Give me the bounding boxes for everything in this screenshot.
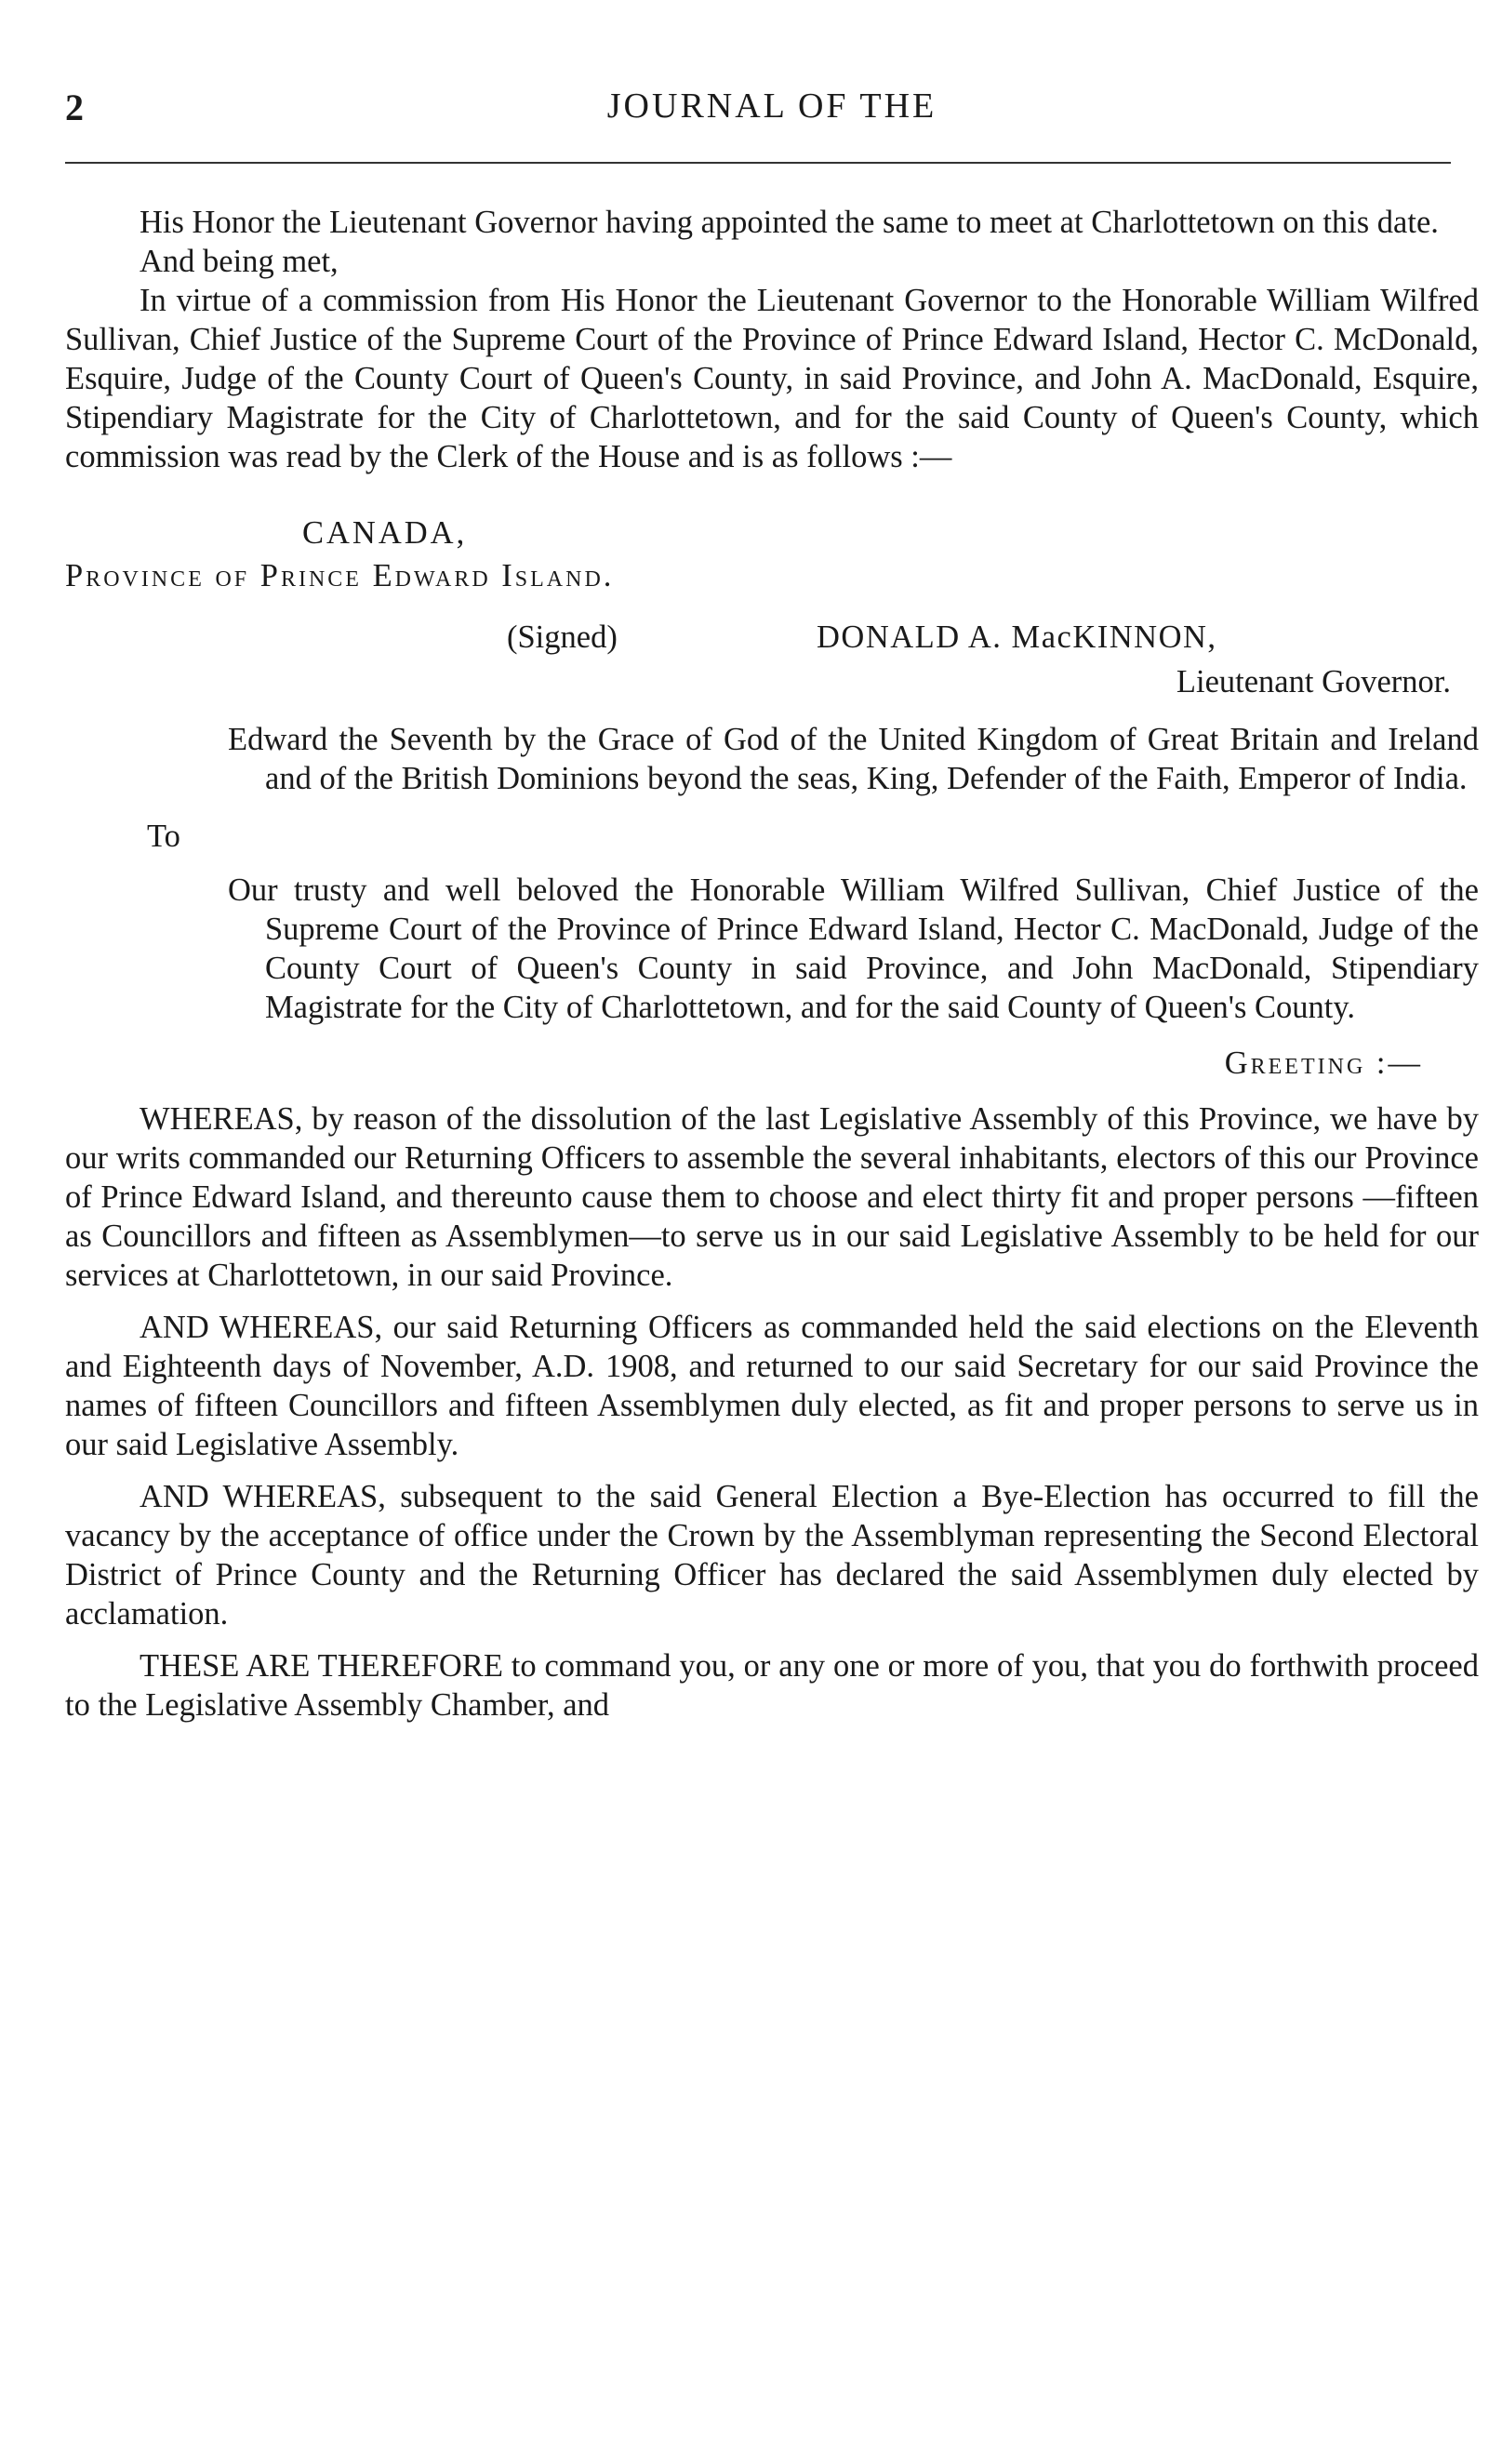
signatory-title: Lieutenant Governor.: [1176, 664, 1451, 699]
signature-row: [65, 618, 1479, 660]
header-rule: [65, 162, 1451, 164]
paragraph-whereas-dissolution: WHEREAS, by reason of the dissolution of the last Legislative Assembly of this Province, we have by our writs commanded our Returning Officers to assemble the several inhabitants, electors of this our Province of Prince Edward Island, and thereunto cause them to choose and elect thirty fit and proper persons —fifteen as Councillors and fifteen as Assemblymen—to serve us in our said Legislative Assembly to be held for our services at Charlottetown, in our said Province.: [65, 1101, 1479, 1293]
paragraph-appointment: His Honor the Lieutenant Governor having appointed the same to meet at Charlottetown on this date.: [140, 205, 1439, 240]
edward-seventh-block: Edward the Seventh by the Grace of God of the United Kingdom of Great Britain and Ireland and of the British Dominions beyond the seas, King, Defender of the Faith, Emperor of India.: [228, 722, 1479, 796]
paragraph-being-met: And being met,: [140, 244, 339, 279]
page-number: 2: [65, 87, 84, 128]
running-head: JOURNAL OF THE: [606, 87, 937, 126]
to-label: To: [147, 819, 180, 854]
journal-page: [65, 0, 1479, 2464]
paragraph-therefore: THESE ARE THEREFORE to command you, or any one or more of you, that you do forthwith proceed to the Legislative Assembly Chamber, and: [65, 1648, 1479, 1723]
signatory-name: DONALD A. MacKINNON,: [817, 619, 1217, 655]
paragraph-whereas-bye-election: AND WHEREAS, subsequent to the said General Election a Bye-Election has occurred to fill the vacancy by the acceptance of office under the Crown by the Assemblyman representing the Second Electoral District of Prince County and the Returning Officer has declared the said Assemblymen duly elected by acclamation.: [65, 1479, 1479, 1632]
body-text: [65, 203, 1479, 1725]
signed-label: (Signed): [507, 619, 618, 655]
province-heading: Province of Prince Edward Island.: [65, 558, 615, 593]
canada-heading: CANADA,: [302, 515, 468, 551]
greeting: Greeting :—: [1224, 1046, 1423, 1081]
paragraph-commission: In virtue of a commission from His Honor the Lieutenant Governor to the Honorable William Wilfred Sullivan, Chief Justice of the Supreme Court of the Province of Prince Edward Island, Hector C. McDonald, Esquire, Judge of the County Court of Queen's County, in said Province, and John A. MacDonald, Esquire, Stipendiary Magistrate for the City of Charlottetown, and for the said County of Queen's County, which commission was read by the Clerk of the House and is as follows :—: [65, 283, 1479, 474]
addressees-block: Our trusty and well beloved the Honorable William Wilfred Sullivan, Chief Justice of the Supreme Court of the Province of Prince Edward Island, Hector C. MacDonald, Judge of the County Court of Queen's County in said Province, and John MacDonald, Stipendiary Magistrate for the City of Charlottetown, and for the said County of Queen's County.: [228, 872, 1479, 1025]
paragraph-whereas-elections: AND WHEREAS, our said Returning Officers as commanded held the said elections on the Eleventh and Eighteenth days of November, A.D. 1908, and returned to our said Secretary for our said Province the names of fifteen Councillors and fifteen Assemblymen duly elected, as fit and proper persons to serve us in our said Legislative Assembly.: [65, 1310, 1479, 1462]
page-header: [65, 86, 1479, 141]
